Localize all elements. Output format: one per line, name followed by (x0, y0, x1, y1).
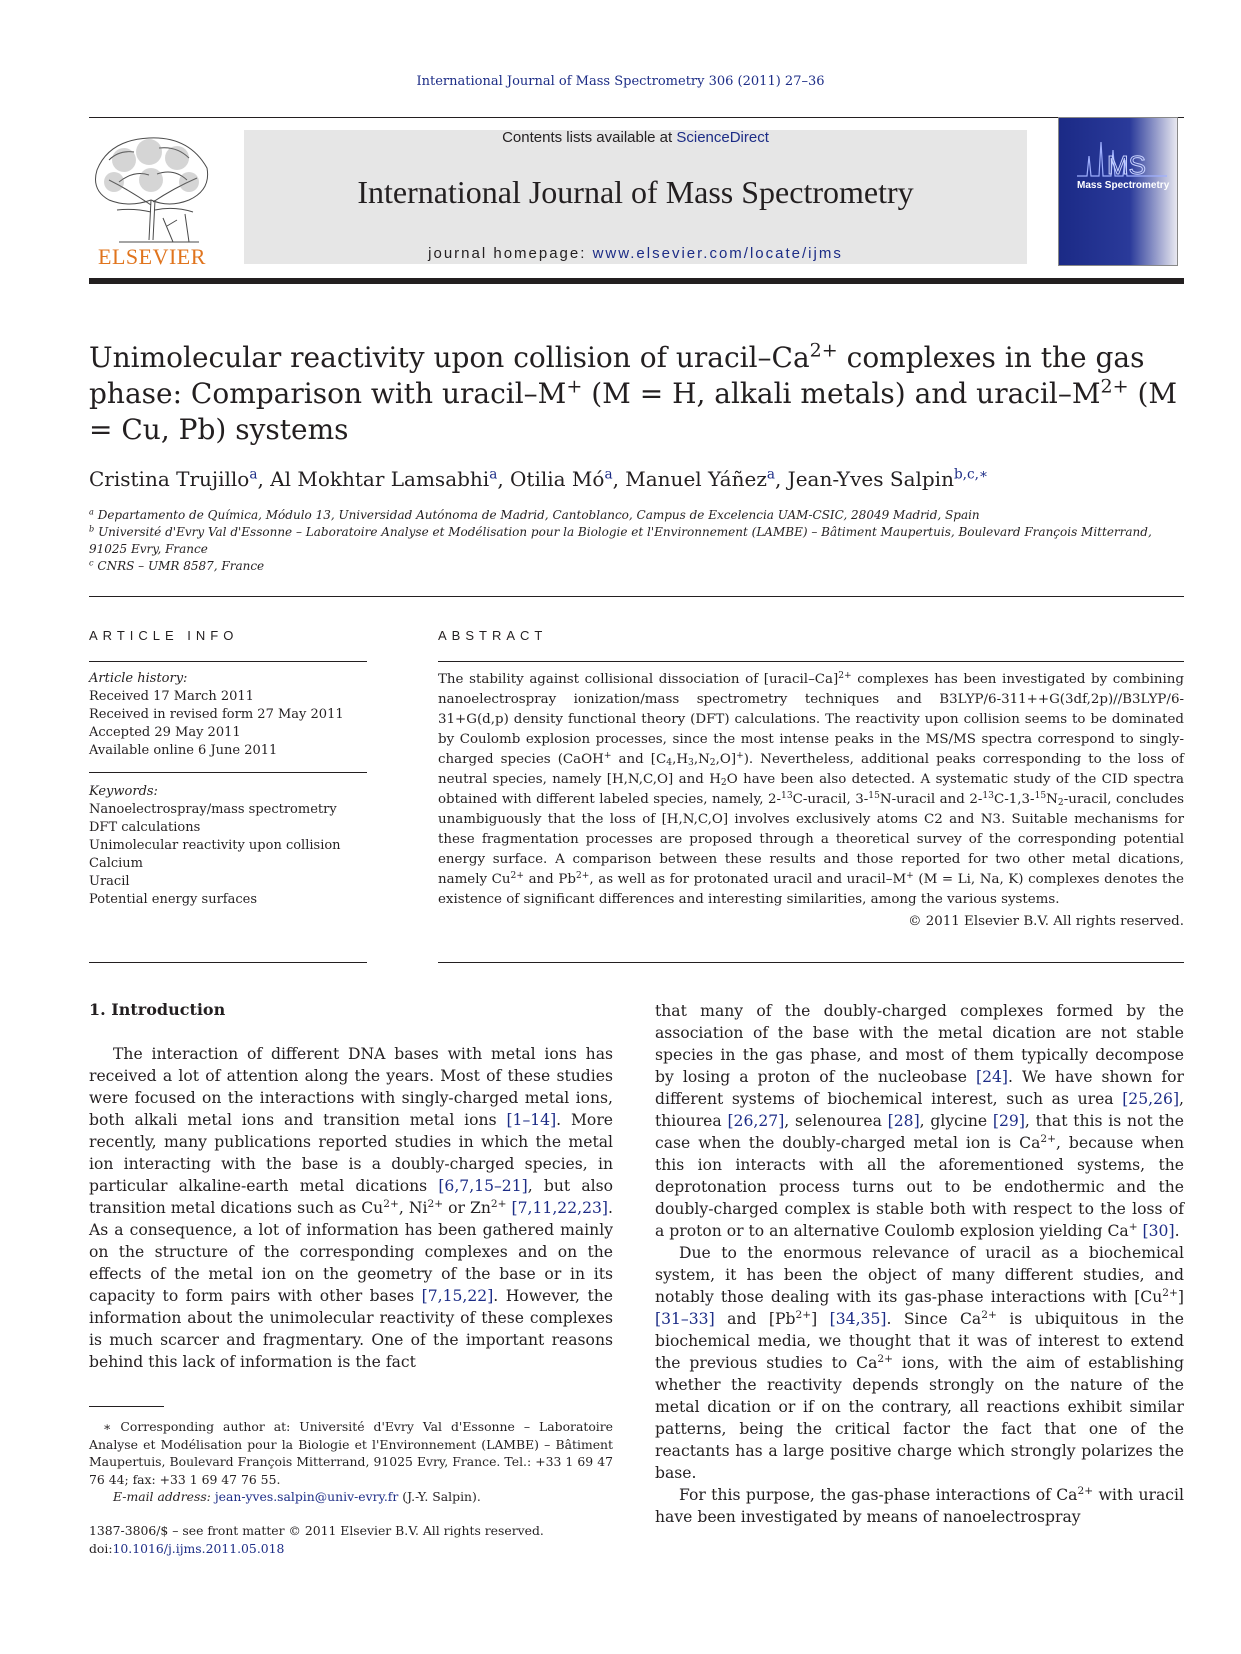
section-divider (89, 596, 1184, 597)
citation-link[interactable]: [1–14] (506, 1111, 557, 1129)
abstract-rule-top (438, 661, 1184, 662)
citation-link[interactable]: [30] (1142, 1222, 1175, 1240)
keyword-item: Calcium (89, 856, 143, 871)
intro-column-left: The interaction of different DNA bases with metal ions has received a lot of attention along the years. Most of these studies were focused on the interactions with singly-charged metal ions, both alkali metal ions and transition metal ions [1–14]. More recently, many publications reported studies in which the metal ion interacting with the base is a doubly-charged species, in particular alkaline-earth metal dications [6,7,15–21], but also transition metal dications such as $Cu^{2+}$, $Ni^{2+}$ or $Zn^{2+}$ [7,11,22,23]. As a consequence, a lot of information has been gathered mainly on the structure of the corresponding complexes and on the effects of the metal ion on the geometry of the base or in its capacity to form pairs with other bases [7,15,22]. However, the information about the unimolecular reactivity of these complexes is much scarcer and fragmentary. One of the important reasons behind this lack of information is the fact (89, 1045, 614, 1371)
section-heading-introduction: 1. Introduction (89, 1000, 226, 1019)
email-link[interactable]: jean-yves.salpin@univ-evry.fr (214, 1489, 399, 1504)
citation-link[interactable]: [26,27] (727, 1112, 785, 1130)
keyword-item: Unimolecular reactivity upon collision (89, 838, 341, 853)
header-rule-top (89, 117, 1184, 118)
email-suffix: (J.-Y. Salpin). (398, 1489, 481, 1504)
citation-link[interactable]: [24] (976, 1068, 1009, 1086)
front-matter (89, 1522, 689, 1557)
keyword-item: DFT calculations (89, 820, 201, 835)
sciencedirect-link[interactable]: ScienceDirect (676, 129, 769, 146)
header-rule-bottom (89, 278, 1184, 284)
article-info (89, 670, 367, 909)
affiliation-b: $^b$ Université d'Evry Val d'Essonne – Laboratoire Analyse et Modélisation pour la Biologie et l'Environnement (LAMBE) – Bâtiment Maupertuis, Boulevard François Mitterrand, 91025 Evry, France (89, 523, 1152, 556)
footnote-email-line (89, 1488, 613, 1506)
affiliation-a: $^a$ Departamento de Química, Módulo 13, Universidad Autónoma de Madrid, Cantoblanco, Campus de Excelencia UAM-CSIC, 28049 Madrid, Spain (89, 506, 980, 522)
article-title: Unimolecular reactivity upon collision of uracil–$Ca^{2+}$ complexes in the gas phase: Comparison with uracil–M+ (M = H, alkali metals) and uracil–$M^{2+}$ (M = Cu, Pb) systems (89, 339, 1178, 446)
history-item: Available online 6 June 2011 (89, 743, 278, 758)
journal-homepage-line (244, 245, 1027, 262)
affiliations (89, 507, 1189, 575)
affiliation-c: $^c$ CNRS – UMR 8587, France (89, 557, 265, 573)
abstract-rule-bottom (438, 962, 1184, 963)
contents-line (244, 129, 1027, 146)
email-label: E-mail address: (113, 1489, 215, 1504)
info-rule-bottom (89, 962, 367, 963)
citation-link[interactable]: [7,11,22,23] (511, 1199, 609, 1217)
abstract-text: The stability against collisional dissociation of [uracil–Ca]$^{2+}$ complexes has been investigated by combining nanoelectrospray ionization/mass spectrometry techniques and B3LYP/6-311++G(3df,2p)//B3LYP/6-31+G(d,p) density functional theory (DFT) calculations. The reactivity upon collision seems to be dominated by Coulomb explosion processes, since the most intense peaks in the MS/MS spectra correspond to singly-charged species (CaOH+ and $[C_4,H_3,N_2,O]^+$). Nevertheless, additional peaks corresponding to the loss of neutral species, namely [H,N,C,O] and $H_2O$ have been also detected. A systematic study of the CID spectra obtained with different labeled species, namely, 2-$^{13}$C-uracil, 3-$^{15}$N-uracil and $2-^{13}C-1,3-^{15}N_2$-uracil, concludes unambiguously that the loss of [H,N,C,O] involves exclusively atoms C2 and N3. Suitable mechanisms for these fragmentation processes are proposed through a theoretical survey of the corresponding potential energy surface. A comparison between these results and those reported for two other metal dications, namely $Cu^{2+}$ and $Pb^{2+}$, as well as for protonated uracil and uracil–M+ (M = Li, Na, K) complexes denotes the existence of significant differences and interesting similarities, among the various systems. (438, 671, 1184, 907)
homepage-prefix: journal homepage: (428, 245, 593, 262)
cover-spectrum-graphic (1077, 136, 1167, 180)
info-rule-top (89, 661, 367, 662)
citation-link[interactable]: [28] (887, 1112, 920, 1130)
journal-citation[interactable]: International Journal of Mass Spectrometry 306 (2011) 27–36 (416, 74, 825, 89)
homepage-link[interactable]: www.elsevier.com/locate/ijms (592, 245, 843, 262)
keywords-rule (89, 772, 367, 773)
issn-line: 1387-3806/$ – see front matter © 2011 Elsevier B.V. All rights reserved. (89, 1523, 544, 1538)
corresponding-author-footnote (89, 1418, 613, 1506)
article-info-heading: ARTICLE INFO (89, 628, 239, 643)
footnote-text: ∗ Corresponding author at: Université d'Evry Val d'Essonne – Laboratoire Analyse et Modélisation pour la Biologie et l'Environnement (LAMBE) – Bâtiment Maupertuis, Boulevard François Mitterrand, 91025 Evry, France. Tel.: +33 1 69 47 76 44; fax: +33 1 69 47 76 55. (89, 1419, 613, 1487)
doi-line (89, 1540, 689, 1558)
journal-cover-thumbnail[interactable] (1058, 117, 1178, 266)
keywords-label: Keywords: (89, 784, 158, 799)
keyword-item: Uracil (89, 874, 130, 889)
keyword-item: Nanoelectrospray/mass spectrometry (89, 802, 337, 817)
history-item: Accepted 29 May 2011 (89, 725, 241, 740)
citation-link[interactable]: [25,26] (1122, 1090, 1180, 1108)
svg-text:MS: MS (1107, 150, 1146, 180)
history-item: Received in revised form 27 May 2011 (89, 707, 344, 722)
contents-prefix: Contents lists available at (502, 129, 677, 146)
history-item: Received 17 March 2011 (89, 689, 254, 704)
author-list: Cristina Trujillo$^a$, Al Mokhtar Lamsabhi$^a$, Otilia $Mó^a$, Manuel Yáñez$^a$, Jean-Yves Salpin$^{b,c,∗}$ (89, 466, 989, 491)
journal-title: International Journal of Mass Spectrometry (357, 174, 914, 210)
keyword-item: Potential energy surfaces (89, 892, 257, 907)
citation-link[interactable]: [31–33] (655, 1310, 715, 1328)
doi-label: doi: (89, 1540, 113, 1556)
citation-link[interactable]: [34,35] (829, 1310, 887, 1328)
intro-column-right: that many of the doubly-charged complexes formed by the association of the base with the metal dication are not stable species in the gas phase, and most of them typically decompose by losing a proton of the nucleobase [24]. We have shown for different systems of biochemical interest, such as urea [25,26], thiourea [26,27], selenourea [28], glycine [29], that this is not the case when the doubly-charged metal ion is $Ca^{2+}$, because when this ion interacts with all the aforementioned systems, the deprotonation process turns out to be endothermic and the doubly-charged complex is stable both with respect to the loss of a proton or to an alternative Coulomb explosion yielding Ca+ [30]. Due to the enormous relevance of uracil as a biochemical system, it has been the object of many different studies, and notably those dealing with its gas-phase interactions with $[Cu^{2+}]$ [31–33] and $[Pb^{2+}]$ [34,35]. Since $Ca^{2+}$ is ubiquitous in the biochemical media, we thought that it was of interest to extend the previous studies to $Ca^{2+}$ ions, with the aim of establishing whether the reactivity depends strongly on the nature of the metal dication or if on the contrary, all reactions exhibit similar patterns, being the critical factor the fact that one of the reactants has a large positive charge which strongly polarizes the base. For this purpose, the gas-phase interactions of $Ca^{2+}$ with uracil have been investigated by means of nanoelectrospray (655, 1002, 1184, 1526)
citation-link[interactable]: [29] (992, 1112, 1025, 1130)
abstract-heading: ABSTRACT (438, 628, 548, 643)
citation-link[interactable]: [6,7,15–21] (438, 1177, 528, 1195)
elsevier-wordmark: ELSEVIER (98, 244, 206, 269)
doi-link[interactable]: 10.1016/j.ijms.2011.05.018 (112, 1540, 285, 1556)
history-label: Article history: (89, 671, 188, 686)
footnote-rule (89, 1406, 164, 1407)
abstract-body (438, 670, 1184, 932)
cover-title: Mass Spectrometry (1077, 180, 1170, 191)
abstract-copyright: © 2011 Elsevier B.V. All rights reserved. (908, 914, 1184, 929)
citation-link[interactable]: [7,15,22] (421, 1287, 494, 1305)
